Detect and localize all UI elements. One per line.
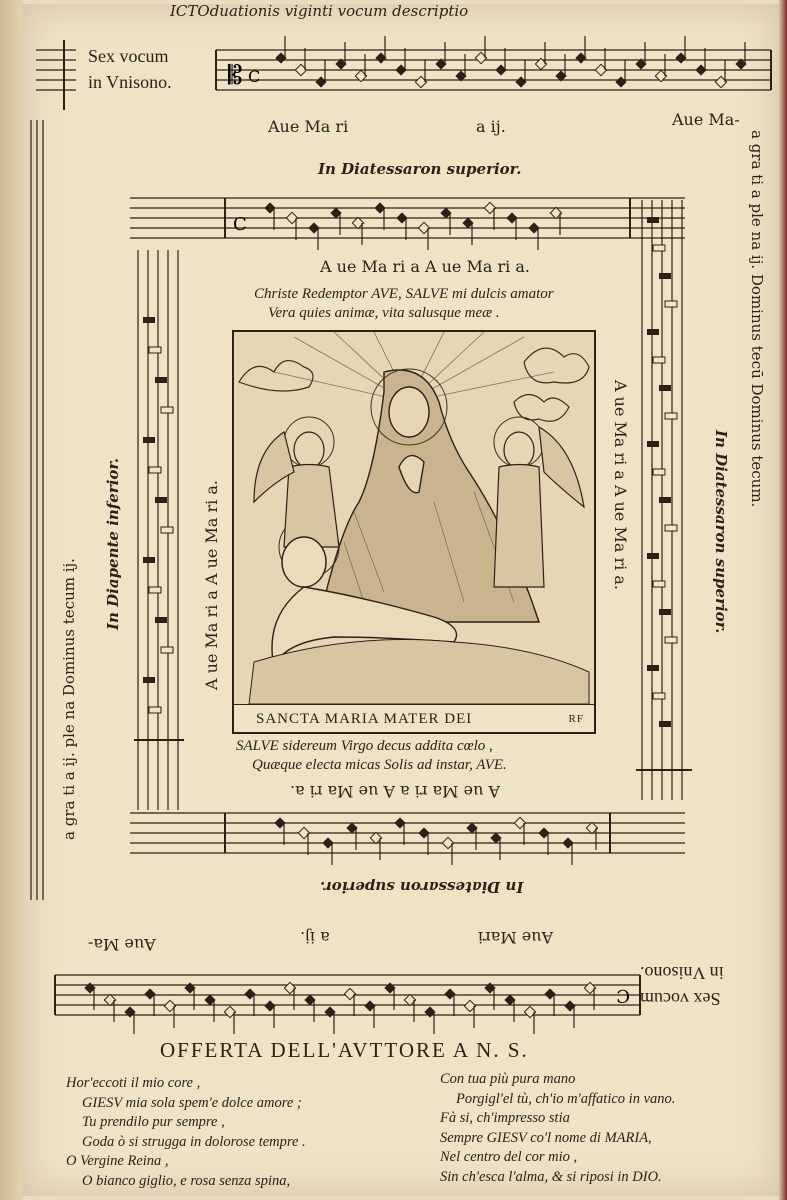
poem-left-line: O bianco giglio, e rosa senza spina, — [82, 1172, 291, 1189]
music-note — [161, 647, 173, 653]
music-note — [653, 693, 665, 699]
inner-bottom-staff — [130, 805, 690, 865]
right-inner-lyrics: A ue Ma ri a A ue Ma ri a. — [611, 380, 630, 590]
music-note — [665, 525, 677, 531]
verse-top-line1: Christe Redemptor AVE, SALVE mi dulcis amator — [254, 286, 554, 302]
woodcut-illustration — [232, 330, 596, 734]
bottom-voice-label-line1: Sex vocum — [640, 989, 721, 1009]
verse-bottom-line2: Quæque electa micas Solis ad instar, AVE. — [252, 757, 507, 773]
poem-right-line: Sin ch'esca l'alma, & si riposi in DIO. — [440, 1168, 662, 1185]
left-inner-lyrics: A ue Ma ri a A ue Ma ri a. — [202, 480, 221, 690]
bottom-lyric-1: Aue Mari — [478, 928, 554, 947]
music-note — [155, 497, 167, 503]
music-note — [143, 677, 155, 683]
inner-bottom-lyrics: A ue Ma ri a A ue Ma ri a. — [290, 782, 500, 801]
left-outer-lyrics: a gra ti a ij. ple na Dominus tecum ij. — [60, 558, 78, 840]
poem-right-line: Porgigl'el tù, ch'io m'affatico in vano. — [456, 1090, 676, 1107]
music-note — [653, 581, 665, 587]
poem-right-line: Sempre GIESV co'l nome di MARIA, — [440, 1129, 652, 1146]
music-note — [665, 301, 677, 307]
music-note — [665, 413, 677, 419]
music-note — [653, 245, 665, 251]
music-note — [149, 587, 161, 593]
music-note — [155, 377, 167, 383]
music-note — [659, 385, 671, 391]
poem-left-line: Tu prendilo pur sempre , — [82, 1114, 225, 1130]
offerta-title: OFFERTA DELL'AVTTORE A N. S. — [160, 1038, 529, 1062]
music-note — [143, 557, 155, 563]
svg-text:C: C — [248, 67, 261, 86]
left-outer-staff — [28, 120, 50, 900]
poem-right-line: Nel centro del cor mio , — [440, 1149, 578, 1165]
poem-right-line: Fà si, ch'impresso stia — [440, 1110, 570, 1126]
woodcut-artist-mark: RF — [568, 713, 584, 725]
music-note — [161, 527, 173, 533]
music-note — [647, 553, 659, 559]
music-note — [647, 441, 659, 447]
poem-left-line: Hor'eccoti il mio core , — [66, 1075, 201, 1091]
poem-left-line: O Vergine Reina , — [66, 1153, 169, 1169]
music-note — [659, 721, 671, 727]
music-note — [143, 437, 155, 443]
top-voice-label-line2: in Vnisono. — [88, 72, 172, 92]
music-note — [659, 497, 671, 503]
music-note — [143, 317, 155, 323]
music-note — [149, 707, 161, 713]
music-note — [659, 273, 671, 279]
right-inner-label: In Diatessaron superior. — [712, 430, 730, 634]
top-lyric-1: Aue Ma ri — [268, 117, 349, 136]
bottom-voice-label-line2: in Vnisono. — [640, 963, 724, 983]
diatessaron-top-label: In Diatessaron superior. — [318, 160, 522, 178]
diatessaron-bottom-label: In Diatessaron superior. — [320, 878, 524, 896]
bottom-lyric-3: Aue Ma- — [88, 935, 156, 954]
svg-text:C: C — [233, 214, 247, 235]
page-gutter — [0, 0, 22, 1200]
music-note — [155, 617, 167, 623]
left-inner-label: In Diapente inferior. — [104, 457, 122, 630]
right-inner-staff — [636, 190, 696, 810]
top-lyric-3: Aue Ma- — [672, 110, 740, 129]
top-header: ICTOduationis viginti vocum descriptio — [170, 2, 469, 20]
bottom-lyric-2: a ij. — [300, 928, 330, 947]
music-note — [653, 357, 665, 363]
top-music-staff — [36, 40, 776, 110]
top-voice-label-line1: Sex vocum — [88, 46, 169, 66]
inner-top-lyrics: A ue Ma ri a A ue Ma ri a. — [320, 257, 530, 276]
poem-left — [66, 1074, 306, 1191]
music-note — [149, 347, 161, 353]
inner-top-staff — [130, 190, 690, 250]
music-note — [647, 329, 659, 335]
music-note — [647, 217, 659, 223]
svg-text:𝄡: 𝄡 — [228, 61, 243, 91]
svg-text:C: C — [616, 985, 630, 1006]
poem-left-line: GIESV mia sola spem'e dolce amore ; — [82, 1094, 302, 1111]
right-outer-lyrics: a gra ti a ple na ij. Dominus tecū Dominus tecum. — [748, 130, 766, 508]
verse-bottom-line1: SALVE sidereum Virgo decus addita cœlo , — [236, 738, 493, 754]
poem-right-line: Con tua più pura mano — [440, 1071, 576, 1087]
music-note — [665, 637, 677, 643]
woodcut-caption-text: SANCTA MARIA MATER DEI — [256, 711, 473, 727]
music-note — [161, 407, 173, 413]
top-lyric-2: a ij. — [476, 117, 506, 136]
music-note — [647, 665, 659, 671]
music-note — [149, 467, 161, 473]
music-note — [659, 609, 671, 615]
verse-top-line2: Vera quies animæ, vita salusque meæ . — [268, 305, 500, 321]
poem-left-line: Goda ò si strugga in dolorose tempre . — [82, 1133, 306, 1150]
poem-right — [440, 1070, 675, 1187]
page-edge — [779, 0, 787, 1200]
woodcut-caption — [234, 704, 594, 732]
music-note — [653, 469, 665, 475]
left-inner-staff — [134, 200, 194, 820]
